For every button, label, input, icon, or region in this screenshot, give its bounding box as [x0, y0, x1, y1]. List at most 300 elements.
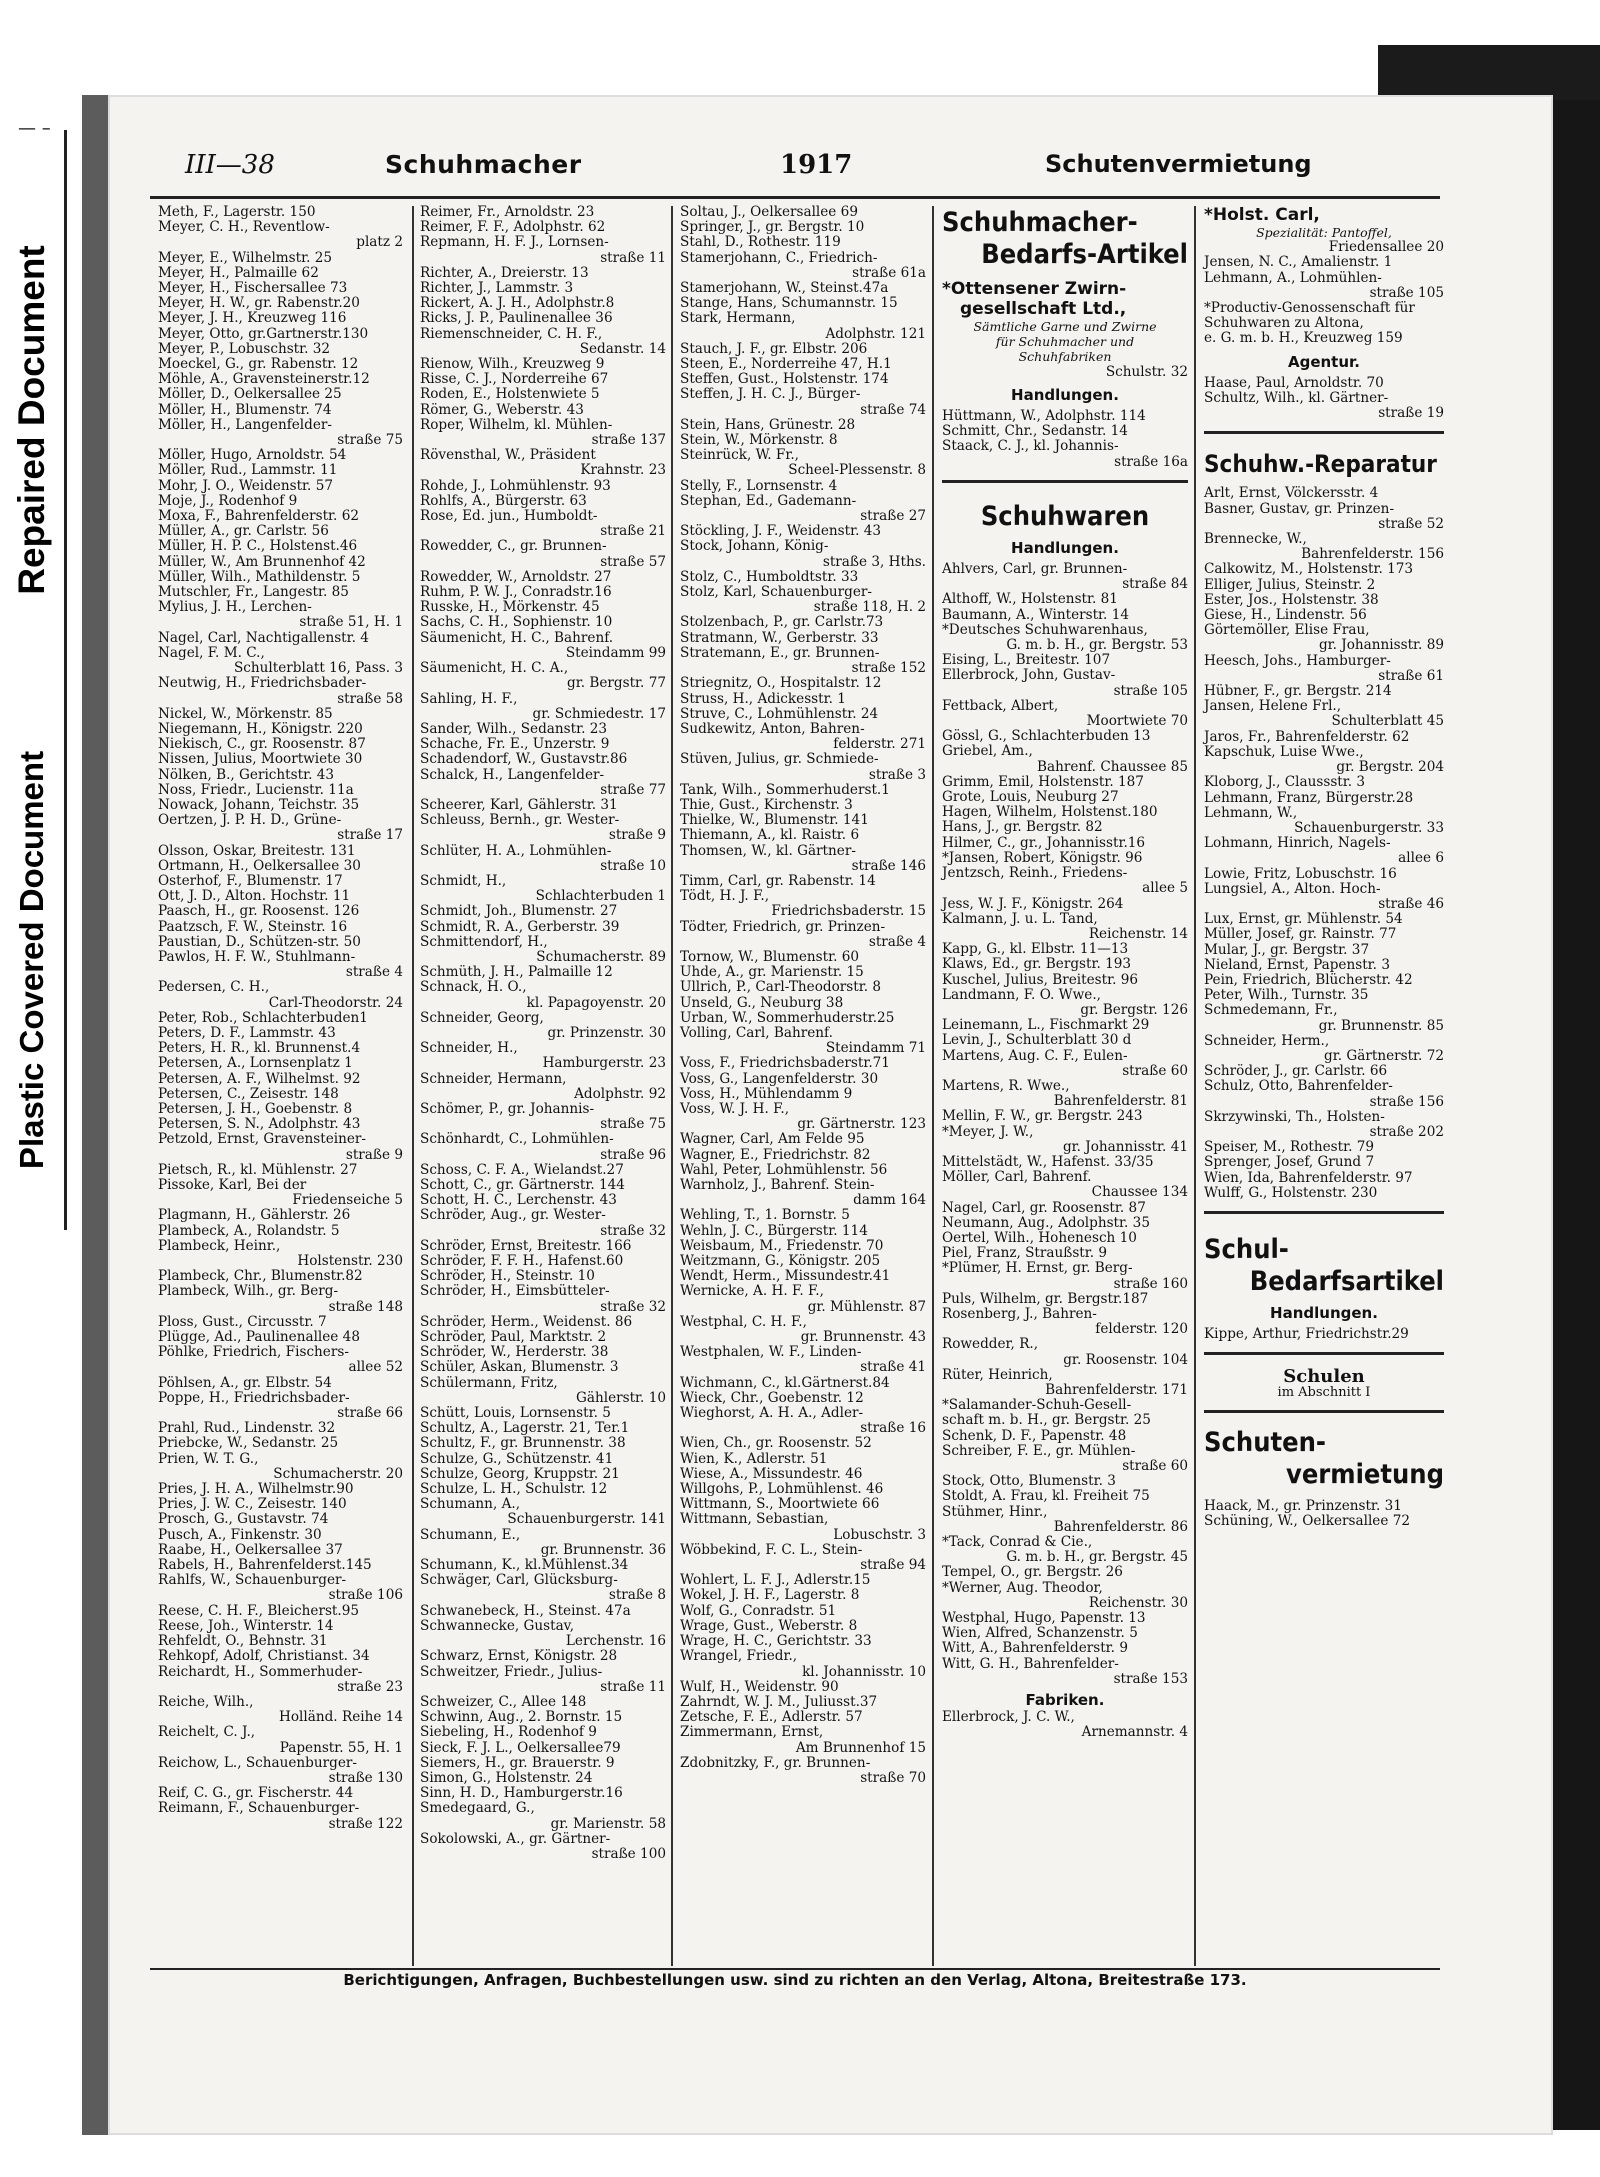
- directory-entry: Rowedder, R.,: [942, 1336, 1039, 1353]
- scan-edge-top: [1378, 45, 1600, 100]
- directory-entry: Schulze, Georg, Kruppstr. 21: [420, 1465, 620, 1482]
- column-2: [420, 205, 666, 1862]
- directory-entry: Schwinn, Aug., 2. Bornstr. 15: [420, 1709, 623, 1726]
- directory-entry: Wagner, Carl, Am Felde 95: [680, 1131, 865, 1148]
- directory-entry: Jentzsch, Reinh., Friedens-: [942, 865, 1128, 882]
- directory-entry: Schweizer, C., Allee 148: [420, 1693, 587, 1710]
- directory-entry: allee 52: [348, 1359, 403, 1376]
- directory-entry: Friedrichsbaderstr. 15: [771, 903, 926, 920]
- directory-entry: Kalmann, J. u. L. Tand,: [942, 910, 1098, 927]
- directory-entry: straße 17: [337, 827, 403, 844]
- directory-entry: Pedersen, C. H.,: [158, 979, 270, 996]
- directory-entry: Uhde, A., gr. Marienstr. 15: [680, 964, 864, 981]
- directory-entry: Martens, Aug. C. F., Eulen-: [942, 1047, 1128, 1064]
- directory-entry: Stühmer, Hinr.,: [942, 1503, 1048, 1520]
- directory-entry: Eising, L., Breitestr. 107: [942, 652, 1111, 669]
- directory-entry: Schultz, F., gr. Brunnenstr. 38: [420, 1435, 626, 1452]
- directory-entry: Hilmer, C., gr., Johannisstr.16: [942, 834, 1146, 851]
- directory-entry: Schultz, A., Lagerstr. 21, Ter.1: [420, 1420, 630, 1437]
- directory-entry: Althoff, W., Holstenstr. 81: [942, 591, 1118, 608]
- entry-group: [1204, 1327, 1444, 1342]
- column-5: [1204, 205, 1444, 1529]
- directory-entry: Steindamm 99: [565, 644, 666, 661]
- directory-entry: Lerchenstr. 16: [565, 1633, 666, 1650]
- directory-entry: straße 202: [1369, 1123, 1444, 1140]
- directory-entry: straße 21: [600, 523, 666, 540]
- directory-entry: Osterhof, F., Blumenstr. 17: [158, 872, 343, 889]
- directory-entry: Weisbaum, M., Friedenstr. 70: [680, 1237, 884, 1254]
- directory-entry: Bahrenfelderstr. 81: [1053, 1093, 1188, 1110]
- directory-entry: straße 32: [600, 1222, 666, 1239]
- directory-entry: Rienow, Wilh., Kreuzweg 9: [420, 356, 605, 373]
- directory-entry: Haase, Paul, Arnoldstr. 70: [1204, 374, 1384, 391]
- subheading: Handlungen.: [1270, 1303, 1378, 1322]
- directory-entry: Adolphstr. 92: [574, 1085, 666, 1102]
- firm-address: Friedensallee 20: [1328, 239, 1444, 256]
- directory-entry: Wien, Alfred, Schanzenstr. 5: [942, 1625, 1138, 1642]
- directory-entry: straße 3, Hths.: [822, 553, 926, 570]
- section-rule: [1204, 431, 1444, 434]
- directory-entry: Mohr, J. O., Weidenstr. 57: [158, 477, 333, 494]
- directory-entry: Tank, Wilh., Sommerhuderst.1: [680, 781, 890, 798]
- directory-entry: straße 9: [345, 1146, 403, 1163]
- directory-entry: Volling, Carl, Bahrenf.: [680, 1024, 833, 1041]
- directory-entry: Smedegaard, G.,: [420, 1800, 535, 1817]
- directory-entry: Chaussee 134: [1091, 1184, 1188, 1201]
- directory-entry: Gössl, G., Schlachterbuden 13: [942, 728, 1151, 745]
- directory-entry: Schüning, W., Oelkersallee 72: [1204, 1513, 1410, 1529]
- directory-entry: Jaros, Fr., Bahrenfelderstr. 62: [1204, 728, 1410, 745]
- directory-entry: straße 41: [860, 1359, 926, 1376]
- directory-entry: Papenstr. 55, H. 1: [279, 1739, 403, 1756]
- directory-entry: Reimann, F., Schauenburger-: [158, 1800, 360, 1817]
- directory-entry: allee 6: [1398, 850, 1444, 867]
- directory-entry: Am Brunnenhof 15: [795, 1739, 926, 1756]
- directory-entry: Meyer, H., Fischersallee 73: [158, 280, 348, 297]
- directory-entry: Sedanstr. 14: [579, 340, 666, 357]
- directory-entry: Witt, A., Bahrenfelderstr. 9: [942, 1640, 1128, 1657]
- heading-line: Schuhmacher-: [942, 207, 1138, 238]
- directory-entry: Wittmann, Sebastian,: [680, 1511, 829, 1528]
- directory-entry: felderstr. 271: [833, 736, 926, 753]
- directory-entry: Adolphstr. 121: [825, 325, 926, 342]
- directory-entry: Wrage, Gust., Weberstr. 8: [680, 1617, 858, 1634]
- column-4: [942, 205, 1188, 1741]
- directory-entry: Raabe, H., Oelkersallee 37: [158, 1541, 343, 1558]
- directory-entry: Müller, Josef, gr. Rainstr. 77: [1204, 926, 1397, 943]
- section-rule: [1204, 1352, 1444, 1355]
- directory-entry: straße 156: [1369, 1093, 1444, 1110]
- directory-entry: Schmitt, Chr., Sedanstr. 14: [942, 423, 1128, 440]
- directory-entry: Stein, Hans, Grünestr. 28: [680, 416, 856, 433]
- directory-entry: Schulze, L. H., Schulstr. 12: [420, 1481, 608, 1498]
- directory-entry: *Tack, Conrad & Cie.,: [942, 1534, 1093, 1551]
- directory-entry: Prahl, Rud., Lindenstr. 32: [158, 1420, 336, 1437]
- directory-entry: Weitzmann, G., Königstr. 205: [680, 1253, 881, 1270]
- directory-entry: Arnemannstr. 4: [1081, 1724, 1188, 1741]
- directory-entry: Holstenstr. 230: [297, 1253, 403, 1270]
- directory-entry: Stock, Johann, König-: [680, 538, 829, 555]
- directory-entry: straße 61a: [852, 264, 926, 281]
- directory-entry: Petzold, Ernst, Gravensteiner-: [158, 1131, 367, 1148]
- directory-entry: Stratemann, E., gr. Brunnen-: [680, 644, 880, 661]
- directory-entry: Voss, H., Mühlendamm 9: [680, 1085, 853, 1102]
- directory-entry: Stüven, Julius, gr. Schmiede-: [680, 751, 879, 768]
- directory-entry: straße 105: [1369, 284, 1444, 301]
- directory-entry: Wrangel, Friedr.,: [680, 1648, 798, 1665]
- directory-entry: G. m. b. H., gr. Bergstr. 53: [1006, 637, 1188, 654]
- directory-entry: Wieck, Chr., Goebenstr. 12: [680, 1389, 864, 1406]
- directory-entry: Schmidt, H.,: [420, 872, 507, 889]
- directory-entry: Jensen, N. C., Amalienstr. 1: [1204, 254, 1393, 271]
- directory-entry: Zetsche, F. E., Adlerstr. 57: [680, 1709, 863, 1726]
- directory-entry: Neumann, Aug., Adolphstr. 35: [942, 1214, 1150, 1231]
- directory-entry: Wöbbekind, F. C. L., Stein-: [680, 1541, 863, 1558]
- directory-entry: Tempel, O., gr. Bergstr. 26: [942, 1564, 1123, 1581]
- directory-entry: Rose, Ed. jun., Humboldt-: [420, 508, 598, 525]
- directory-entry: Simon, G., Holstenstr. 24: [420, 1769, 593, 1786]
- directory-entry: Plambeck, Wilh., gr. Berg-: [158, 1283, 339, 1300]
- directory-entry: straße 60: [1122, 1062, 1188, 1079]
- directory-entry: straße 130: [328, 1769, 403, 1786]
- directory-entry: Plambeck, Heinr.,: [158, 1237, 281, 1254]
- directory-entry: straße 46: [1378, 895, 1444, 912]
- directory-entry: straße 16a: [1114, 453, 1188, 470]
- directory-entry: Niegemann, H., Königstr. 220: [158, 720, 363, 737]
- directory-entry: Roden, E., Holstenwiete 5: [420, 386, 600, 403]
- directory-entry: *Productiv-Genossenschaft für: [1204, 300, 1415, 317]
- directory-entry: straße 152: [851, 660, 926, 677]
- directory-entry: Richter, A., Dreierstr. 13: [420, 264, 589, 281]
- directory-entry: Thielke, W., Blumenstr. 141: [680, 812, 869, 829]
- directory-entry: Tödt, H. J. F.,: [680, 888, 770, 905]
- directory-entry: Griebel, Am.,: [942, 743, 1033, 760]
- directory-entry: straße 11: [600, 249, 666, 266]
- directory-entry: gr. Bergstr. 204: [1336, 759, 1444, 776]
- directory-entry: kl. Johannisstr. 10: [802, 1663, 926, 1680]
- directory-entry: Sprenger, Josef, Grund 7: [1204, 1154, 1375, 1171]
- directory-entry: Müller, Wilh., Mathildenstr. 5: [158, 568, 361, 585]
- directory-entry: straße 137: [591, 432, 666, 449]
- entry-group: [1204, 486, 1444, 1201]
- directory-entry: Friedenseiche 5: [292, 1192, 403, 1209]
- entry-group: [942, 562, 1188, 1687]
- directory-entry: Wieghorst, A. H. A., Adler-: [680, 1405, 864, 1422]
- directory-entry: straße 3: [868, 766, 926, 783]
- directory-entry: Schleuss, Bernh., gr. Wester-: [420, 812, 620, 829]
- directory-entry: Schuhwaren zu Altona,: [1204, 315, 1364, 332]
- directory-entry: Elliger, Julius, Steinstr. 2: [1204, 576, 1376, 593]
- directory-entry: Schwanebeck, H., Steinst. 47a: [420, 1602, 631, 1619]
- subheading: Handlungen.: [1011, 385, 1119, 404]
- directory-entry: Warnholz, J., Bahrenf. Stein-: [680, 1177, 875, 1193]
- directory-entry: straße 61: [1378, 667, 1444, 684]
- directory-entry: Möller, H., Langenfelder-: [158, 416, 332, 433]
- directory-entry: Schröder, Herm., Weidenst. 86: [420, 1313, 633, 1330]
- directory-entry: Scheel-Plessenstr. 8: [788, 462, 926, 479]
- directory-entry: Stark, Hermann,: [680, 310, 796, 327]
- heading-schulen: Schulen: [1283, 1366, 1365, 1388]
- firm-desc: Sämtliche Garne und Zwirne: [973, 319, 1157, 334]
- directory-entry: Prien, W. T. G.,: [158, 1450, 259, 1467]
- directory-entry: Stolz, Karl, Schauenburger-: [680, 584, 872, 601]
- directory-entry: Pöhlke, Friedrich, Fischers-: [158, 1344, 349, 1361]
- directory-entry: Gählerstr. 10: [576, 1389, 666, 1406]
- directory-entry: Schröder, Ernst, Breitestr. 166: [420, 1237, 632, 1254]
- directory-entry: Schwäger, Carl, Glücksburg-: [420, 1572, 618, 1589]
- directory-entry: Nagel, Carl, gr. Roosenstr. 87: [942, 1199, 1146, 1216]
- directory-entry: Stauch, J. F., gr. Elbstr. 206: [680, 340, 868, 357]
- entry-group: [942, 409, 1188, 470]
- directory-entry: Wehln, J. C., Bürgerstr. 114: [680, 1222, 868, 1239]
- directory-entry: Schumacherstr. 20: [273, 1465, 403, 1482]
- directory-entry: gr. Brunnenstr. 36: [540, 1541, 666, 1558]
- heading-schuhmacher-bedarf: [942, 207, 1188, 271]
- directory-entry: Wohlert, L. F. J., Adlerstr.15: [680, 1572, 871, 1589]
- directory-entry: straße 9: [608, 827, 666, 844]
- directory-entry: Mittelstädt, W., Hafenst. 33/35: [942, 1153, 1154, 1170]
- directory-entry: Siebeling, H., Rodenhof 9: [420, 1724, 597, 1741]
- directory-entry: Säumenicht, H. C. A.,: [420, 660, 569, 677]
- directory-entry: Plambeck, Chr., Blumenstr.82: [158, 1268, 363, 1285]
- side-label-plastic: [0, 690, 64, 1230]
- directory-entry: Ahlvers, Carl, gr. Brunnen-: [942, 561, 1128, 578]
- directory-entry: Nieland, Ernst, Papenstr. 3: [1204, 956, 1390, 973]
- directory-entry: straße 77: [600, 781, 666, 798]
- directory-entry: Nickel, W., Mörkenstr. 85: [158, 705, 333, 722]
- directory-entry: Schumann, A.,: [420, 1496, 521, 1513]
- directory-entry: straße 106: [328, 1587, 403, 1604]
- directory-entry: Reichelt, C. J.,: [158, 1724, 256, 1741]
- directory-entry: Schalck, H., Langenfelder-: [420, 766, 605, 783]
- directory-entry: Giese, H., Lindenstr. 56: [1204, 607, 1367, 624]
- directory-entry: Kapp, G., kl. Elbstr. 11—13: [942, 941, 1129, 958]
- directory-entry: Paatzsch, F. W., Steinstr. 16: [158, 918, 348, 935]
- directory-entry: Wernicke, A. H. F. F.,: [680, 1283, 824, 1300]
- heading-reparatur: Schuhw.-Reparatur: [1204, 450, 1437, 479]
- directory-entry: straße 11: [600, 1678, 666, 1695]
- directory-entry: Hans, J., gr. Bergstr. 82: [942, 819, 1103, 836]
- directory-entry: Levin, J., Schulterblatt 30 d: [942, 1032, 1132, 1049]
- directory-entry: Schmittendorf, H.,: [420, 933, 548, 950]
- directory-entry: Prosch, G., Gustavstr. 74: [158, 1511, 329, 1528]
- directory-entry: straße 60: [1122, 1458, 1188, 1475]
- directory-entry: Westphalen, W. F., Linden-: [680, 1344, 862, 1361]
- directory-entry: Stolz, C., Humboldtstr. 33: [680, 568, 859, 585]
- directory-entry: gr. Marienstr. 58: [550, 1815, 666, 1832]
- directory-entry: Holländ. Reihe 14: [279, 1709, 403, 1726]
- directory-entry: Schmedemann, Fr.,: [1204, 1002, 1338, 1019]
- directory-entry: Schüler, Askan, Blumenstr. 3: [420, 1359, 619, 1376]
- header-rule: [150, 196, 1440, 199]
- directory-entry: Kloborg, J., Claussstr. 3: [1204, 774, 1366, 791]
- directory-entry: Müller, H. P. C., Holstenst.46: [158, 538, 358, 555]
- directory-entry: Stamerjohann, W., Steinst.47a: [680, 280, 889, 297]
- directory-entry: Pöhlsen, A., gr. Elbstr. 54: [158, 1374, 332, 1391]
- directory-entry: Ricks, J. P., Paulinenallee 36: [420, 310, 613, 327]
- directory-entry: Hüttmann, W., Adolphstr. 114: [942, 408, 1146, 425]
- directory-entry: straße 105: [1113, 682, 1188, 699]
- directory-entry: Müller, W., Am Brunnenhof 42: [158, 553, 366, 570]
- directory-entry: Calkowitz, M., Holstenstr. 173: [1204, 561, 1414, 578]
- directory-entry: Stein, W., Mörkenstr. 8: [680, 432, 838, 449]
- directory-entry: *Jansen, Robert, Königstr. 96: [942, 849, 1143, 866]
- header-right-title: Schutenvermietung: [1045, 150, 1312, 178]
- page-number: III—38: [185, 150, 275, 180]
- directory-entry: Mylius, J. H., Lerchen-: [158, 599, 312, 616]
- firm-ottensener: [942, 279, 1188, 319]
- directory-entry: Römer, G., Weberstr. 43: [420, 401, 584, 418]
- firm-holst: *Holst. Carl,: [1204, 205, 1320, 225]
- directory-entry: Krahnstr. 23: [580, 462, 666, 479]
- heading-line: Schul-: [1204, 1233, 1289, 1265]
- directory-entry: Schauenburgerstr. 141: [507, 1511, 666, 1528]
- heading-schutenvermietung: [1204, 1427, 1444, 1491]
- directory-entry: gr. Schmiedestr. 17: [532, 705, 666, 722]
- directory-entry: Wittmann, S., Moortwiete 66: [680, 1496, 880, 1513]
- directory-entry: Schenk, D. F., Papenstr. 48: [942, 1427, 1127, 1444]
- directory-entry: Steffen, J. H. C. J., Bürger-: [680, 386, 861, 403]
- directory-entry: straße 8: [608, 1587, 666, 1604]
- directory-entry: Rickert, A. J. H., Adolphstr.8: [420, 295, 615, 312]
- footer-rule: [150, 1968, 1440, 1970]
- directory-entry: Steindamm 71: [825, 1040, 926, 1057]
- subheading: Handlungen.: [1011, 538, 1119, 557]
- directory-entry: *Meyer, J. W.,: [942, 1123, 1034, 1140]
- directory-entry: straße 70: [860, 1769, 926, 1786]
- directory-entry: Schröder, H., Steinstr. 10: [420, 1268, 595, 1285]
- directory-entry: gr. Brunnenstr. 43: [800, 1329, 926, 1346]
- directory-entry: e. G. m. b. H., Kreuzweg 159: [1204, 330, 1403, 347]
- directory-entry: Schneider, Georg,: [420, 1009, 544, 1026]
- directory-entry: Baumann, A., Winterstr. 14: [942, 606, 1129, 623]
- directory-entry: Ruhm, P. W. J., Conradstr.16: [420, 584, 612, 601]
- directory-entry: Thiemann, A., kl. Raistr. 6: [680, 827, 860, 844]
- directory-entry: Richter, J., Lammstr. 3: [420, 280, 574, 297]
- side-label-repaired-text: Repaired Document: [11, 245, 53, 595]
- directory-entry: Niekisch, C., gr. Roosenstr. 87: [158, 736, 366, 753]
- directory-entry: Meyer, J. H., Kreuzweg 116: [158, 310, 347, 327]
- directory-entry: Poppe, H., Friedrichsbader-: [158, 1389, 350, 1406]
- directory-entry: Leinemann, L., Fischmarkt 29: [942, 1017, 1150, 1034]
- directory-entry: Petersen, A., Lornsenplatz 1: [158, 1055, 353, 1072]
- section-rule: [1204, 1410, 1444, 1413]
- directory-entry: Schott, C., gr. Gärtnerstr. 144: [420, 1177, 625, 1193]
- directory-entry: gr. Gärtnerstr. 72: [1324, 1047, 1444, 1064]
- directory-entry: Schlüter, H. A., Lohmühlen-: [420, 842, 612, 859]
- directory-entry: Stange, Hans, Schumannstr. 15: [680, 295, 898, 312]
- directory-entry: Möller, H., Blumenstr. 74: [158, 401, 332, 418]
- directory-entry: Stahl, D., Rothestr. 119: [680, 234, 841, 251]
- directory-entry: schaft m. b. H., gr. Bergstr. 25: [942, 1412, 1151, 1429]
- directory-entry: Lehmann, A., Lohmühlen-: [1204, 269, 1382, 286]
- directory-entry: straße 122: [328, 1815, 403, 1832]
- heading-schuhwaren: Schuhwaren: [980, 500, 1150, 532]
- directory-entry: Bahrenf. Chaussee 85: [1036, 758, 1188, 775]
- directory-entry: Schott, H. C., Lerchenstr. 43: [420, 1192, 617, 1209]
- directory-entry: straße 94: [860, 1557, 926, 1574]
- subheading: Fabriken.: [1025, 1691, 1105, 1710]
- directory-entry: Plagmann, H., Gählerstr. 26: [158, 1207, 351, 1224]
- directory-entry: straße 10: [600, 857, 666, 874]
- directory-entry: Meyer, H., Palmaille 62: [158, 264, 319, 281]
- directory-entry: Timm, Carl, gr. Rabenstr. 14: [680, 872, 876, 889]
- directory-entry: Rehfeldt, O., Behnstr. 31: [158, 1633, 328, 1650]
- directory-entry: Thomsen, W., kl. Gärtner-: [680, 842, 856, 859]
- directory-entry: Pissoke, Karl, Bei der: [158, 1177, 307, 1193]
- directory-entry: Kapschuk, Luise Wwe.,: [1204, 743, 1364, 760]
- directory-entry: straße 118, H. 2: [813, 599, 926, 616]
- directory-entry: Rahlfs, W., Schauenburger-: [158, 1572, 347, 1589]
- directory-entry: Schache, Fr. E., Unzerstr. 9: [420, 736, 610, 753]
- directory-entry: Müller, A., gr. Carlstr. 56: [158, 523, 329, 540]
- directory-entry: Oertzen, J. P. H. D., Grüne-: [158, 812, 342, 829]
- section-rule: [1204, 1211, 1444, 1214]
- directory-entry: Mutschler, Fr., Langestr. 85: [158, 584, 349, 601]
- heading-schulbedarf: [1204, 1234, 1444, 1298]
- directory-entry: Schömer, P., gr. Johannis-: [420, 1100, 595, 1117]
- column-divider: [1194, 206, 1196, 1966]
- directory-entry: felderstr. 120: [1095, 1321, 1188, 1338]
- directory-entry: straße 160: [1113, 1275, 1188, 1292]
- directory-entry: Russke, H., Mörkenstr. 45: [420, 599, 600, 616]
- directory-entry: straße 58: [337, 690, 403, 707]
- directory-entry: Urban, W., Sommerhuderstr.25: [680, 1009, 895, 1026]
- directory-entry: Lungsiel, A., Alton. Hoch-: [1204, 880, 1381, 897]
- directory-entry: Willgohs, P., Lohmühlenst. 46: [680, 1481, 884, 1498]
- header-year: 1917: [780, 150, 853, 180]
- directory-entry: Plügge, Ad., Paulinenallee 48: [158, 1329, 360, 1346]
- directory-entry: gr. Johannisstr. 89: [1318, 637, 1444, 654]
- directory-entry: Schröder, J., gr. Carlstr. 66: [1204, 1063, 1388, 1080]
- directory-entry: Fettback, Albert,: [942, 697, 1059, 714]
- firm-desc: Schuhfabriken: [1018, 349, 1112, 365]
- directory-entry: Paasch, H., gr. Roosenst. 126: [158, 903, 360, 920]
- directory-entry: Stoldt, A. Frau, kl. Freiheit 75: [942, 1488, 1150, 1505]
- directory-entry: Hamburgerstr. 23: [542, 1055, 666, 1072]
- directory-entry: Reese, Joh., Winterstr. 14: [158, 1617, 334, 1634]
- directory-entry: Bahrenfelderstr. 171: [1045, 1382, 1188, 1398]
- directory-entry: Schmidt, R. A., Gerberstr. 39: [420, 918, 620, 935]
- directory-entry: Meyer, C. H., Reventlow-: [158, 219, 330, 236]
- directory-entry: Wrage, H. C., Gerichtstr. 33: [680, 1633, 872, 1650]
- directory-entry: Schneider, Hermann,: [420, 1070, 567, 1087]
- firm-name-line: gesellschaft Ltd.,: [960, 299, 1127, 319]
- heading-line: vermietung: [1285, 1458, 1444, 1490]
- directory-entry: Unseld, G., Neuburg 38: [680, 994, 844, 1011]
- column-1: [158, 205, 403, 1832]
- directory-entry: Meyer, H. W., gr. Rabenstr.20: [158, 295, 360, 312]
- directory-entry: Schröder, Aug., gr. Wester-: [420, 1207, 606, 1224]
- directory-entry: Landmann, F. O. Wwe.,: [942, 986, 1101, 1003]
- directory-entry: Wiese, A., Missundestr. 46: [680, 1465, 863, 1482]
- directory-entry: Speiser, M., Rothestr. 79: [1204, 1139, 1375, 1156]
- directory-entry: Ester, Jos., Holstenstr. 38: [1204, 591, 1379, 608]
- heading-line: Bedarfs-Artikel: [981, 239, 1188, 270]
- directory-entry: Lehmann, W.,: [1204, 804, 1298, 821]
- entry-group: [942, 1710, 1188, 1740]
- directory-entry: Sieck, F. J. L., Oelkersallee79: [420, 1739, 621, 1756]
- directory-entry: gr. Mühlenstr. 87: [807, 1298, 926, 1315]
- directory-entry: Nagel, F. M. C.,: [158, 644, 265, 661]
- directory-entry: Sander, Wilh., Sedanstr. 23: [420, 720, 608, 737]
- directory-entry: Nölken, B., Gerichtstr. 43: [158, 766, 335, 783]
- directory-entry: Lohmann, Hinrich, Nagels-: [1204, 835, 1391, 852]
- directory-entry: Schmidt, Joh., Blumenstr. 27: [420, 903, 618, 920]
- directory-entry: Schmüth, J. H., Palmaille 12: [420, 964, 613, 981]
- directory-entry: Basner, Gustav, gr. Prinzen-: [1204, 500, 1395, 517]
- directory-entry: Schweitzer, Friedr., Julius-: [420, 1663, 603, 1680]
